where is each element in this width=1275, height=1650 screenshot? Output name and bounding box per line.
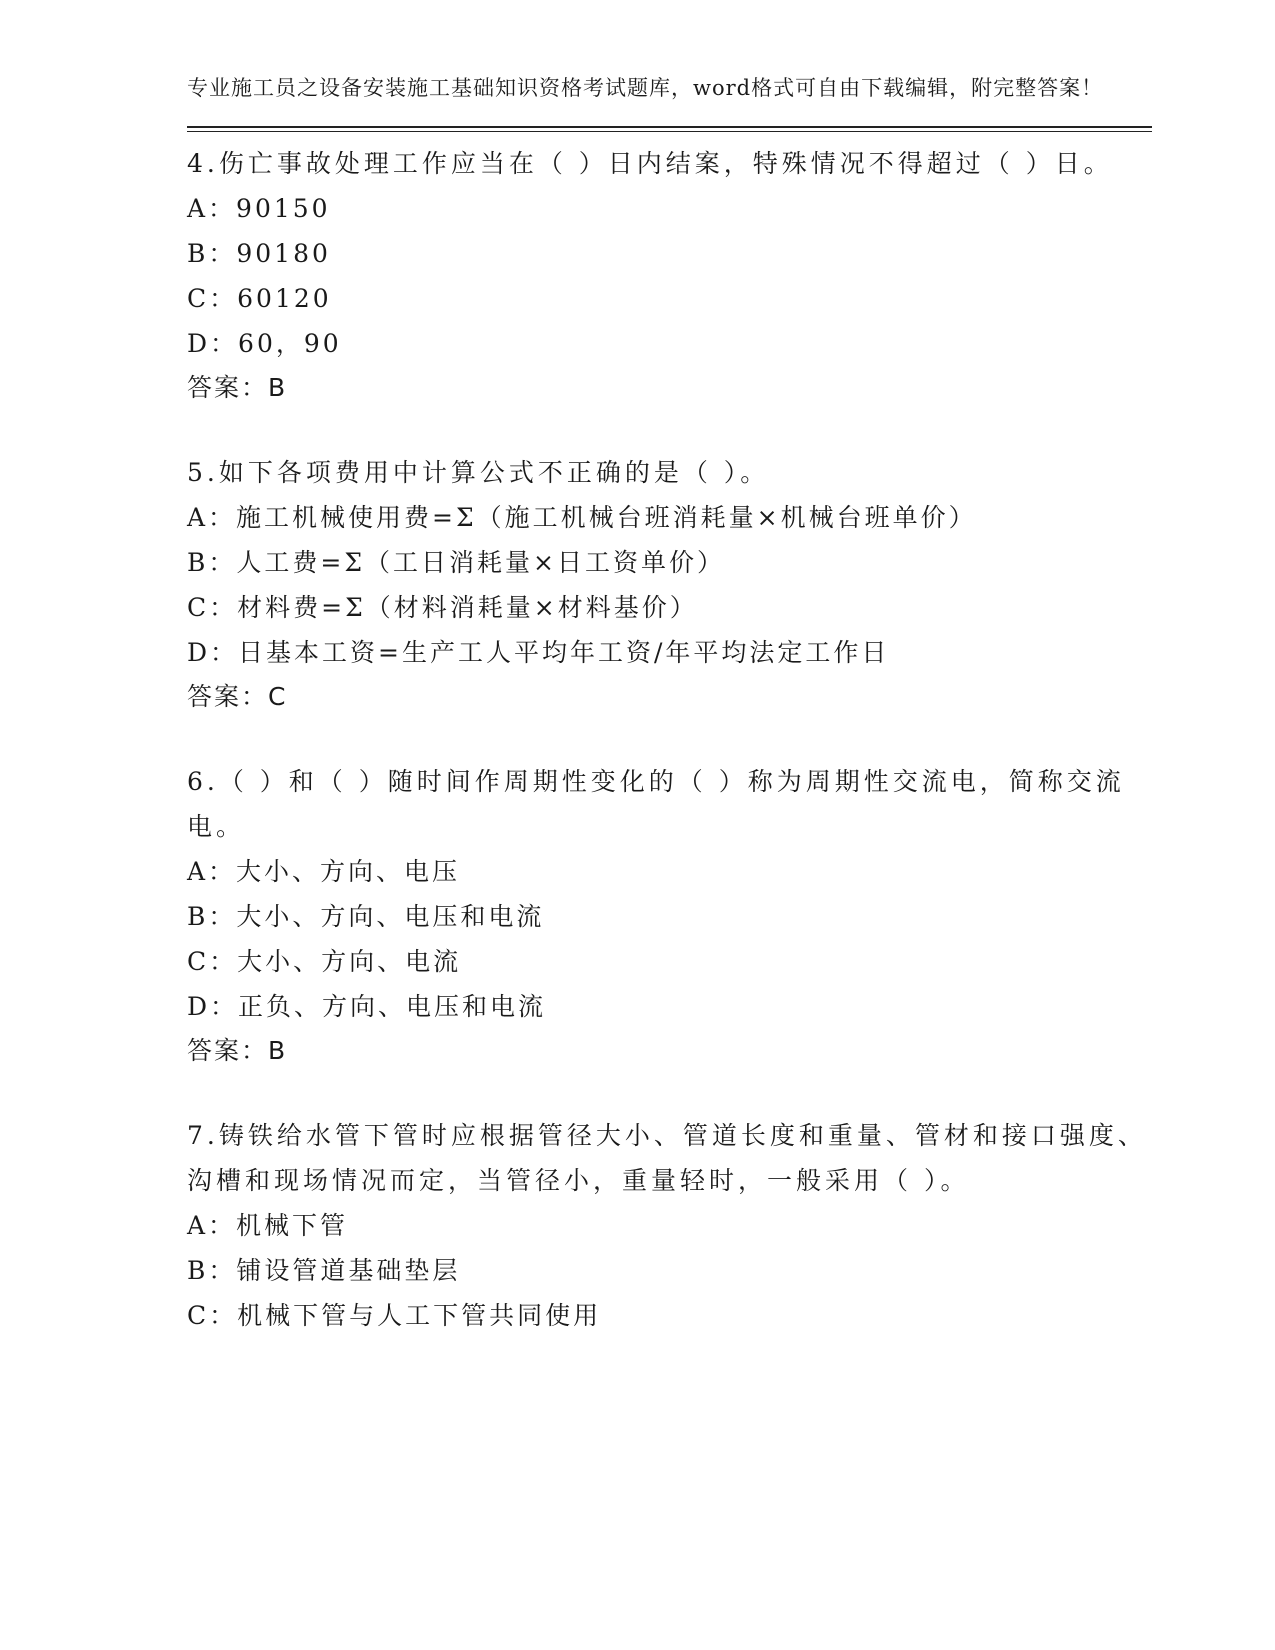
option-a: A：施工机械使用费=Σ（施工机械台班消耗量×机械台班单价） <box>187 503 977 532</box>
document-page <box>187 72 1152 1379</box>
question-text: 7.铸铁给水管下管时应根据管径大小、管道长度和重量、管材和接口强度、沟槽和现场情况而定，当管径小，重量轻时，一般采用（ ）。 <box>187 1121 1147 1195</box>
option-d: D：60，90 <box>187 329 342 358</box>
option-b: B：人工费=Σ（工日消耗量×日工资单价） <box>187 548 725 577</box>
document-header-text: 专业施工员之设备安装施工基础知识资格考试题库，word格式可自由下载编辑，附完整答案！ <box>187 76 1104 100</box>
question-5 <box>187 450 1152 718</box>
option-a: A：大小、方向、电压 <box>187 857 461 886</box>
answer-line: 答案：B <box>187 373 288 402</box>
option-d: D：正负、方向、电压和电流 <box>187 992 547 1021</box>
answer-line: 答案：C <box>187 682 288 711</box>
option-c: C：大小、方向、电流 <box>187 947 462 976</box>
answer-line: 答案：B <box>187 1036 288 1065</box>
option-a: A：机械下管 <box>187 1211 349 1240</box>
question-6 <box>187 759 1152 1072</box>
option-a: A：90150 <box>187 194 331 223</box>
question-7 <box>187 1113 1152 1338</box>
question-list <box>187 141 1152 1338</box>
option-b: B：大小、方向、电压和电流 <box>187 902 545 931</box>
option-b: B：90180 <box>187 239 331 268</box>
option-c: C：机械下管与人工下管共同使用 <box>187 1301 602 1330</box>
header-divider <box>187 126 1152 132</box>
option-c: C：60120 <box>187 284 332 313</box>
question-text: 5.如下各项费用中计算公式不正确的是（ ）。 <box>187 458 770 487</box>
question-4 <box>187 141 1152 409</box>
option-b: B：铺设管道基础垫层 <box>187 1256 461 1285</box>
question-text: 6.（ ）和（ ）随时间作周期性变化的（ ）称为周期性交流电，简称交流电。 <box>187 767 1125 841</box>
option-d: D：日基本工资=生产工人平均年工资/年平均法定工作日 <box>187 638 890 667</box>
option-c: C：材料费=Σ（材料消耗量×材料基价） <box>187 593 698 622</box>
question-text: 4.伤亡事故处理工作应当在（ ）日内结案，特殊情况不得超过（ ）日。 <box>187 149 1113 178</box>
